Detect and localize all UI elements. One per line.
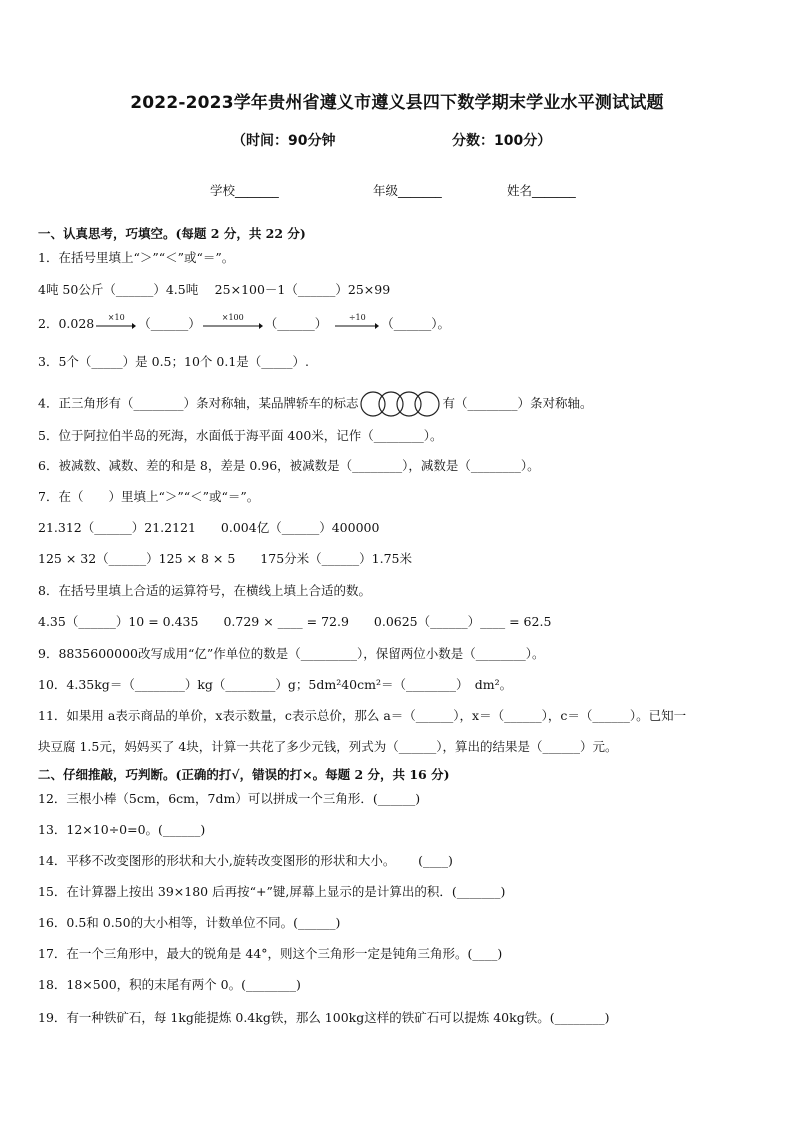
q2-blank-2: （______） bbox=[264, 316, 328, 331]
arrow-label: ×100 bbox=[221, 312, 244, 322]
question-18: 18．18×500，积的末尾有两个 0。(________) bbox=[38, 977, 301, 992]
grade-field: 年级_______ bbox=[373, 183, 442, 198]
question-8: 8．在括号里填上合适的运算符号，在横线上填上合适的数。 bbox=[38, 583, 371, 598]
question-1-row: 4吨 50公斤（______）4.5吨 25×100－1（______）25×99 bbox=[38, 282, 391, 297]
question-12: 12．三根小棒（5cm，6cm，7dm）可以拼成一个三角形．(______) bbox=[38, 791, 421, 806]
question-14: 14．平移不改变图形的形状和大小,旋转改变图形的形状和大小。 (____) bbox=[38, 853, 453, 868]
school-field: 学校_______ bbox=[210, 183, 279, 198]
question-1: 1．在括号里填上“＞”“＜”或“＝”。 bbox=[38, 250, 235, 265]
question-15: 15．在计算器上按出 39×180 后再按“+”键,屏幕上显示的是计算出的积．(_______) bbox=[38, 884, 506, 899]
exam-score: 分数：100分） bbox=[452, 133, 552, 149]
question-11-line-1: 11．如果用 a表示商品的单价，x表示数量，c表示总价，那么 a＝（______），x＝（______），c＝（______）。已知一 bbox=[38, 708, 687, 723]
question-13: 13．12×10÷0=0。(______) bbox=[38, 822, 206, 837]
name-field: 姓名_______ bbox=[507, 183, 576, 198]
arrow-label: ×10 bbox=[107, 312, 125, 322]
question-4 bbox=[38, 390, 592, 418]
question-3: 3．5个（_____）是 0.5；10个 0.1是（_____）. bbox=[38, 354, 309, 369]
question-17: 17．在一个三角形中，最大的锐角是 44°，则这个三角形一定是钝角三角形。(____) bbox=[38, 946, 503, 961]
question-8-row: 4.35（______）10 = 0.435 0.729 × ____ = 72.9 0.0625（______）____ = 62.5 bbox=[38, 614, 552, 629]
question-11-line-2: 块豆腐 1.5元，妈妈买了 4块，计算一共花了多少元钱，列式为（______），算出的结果是（______）元。 bbox=[38, 739, 618, 754]
question-9: 9．8835600000改写成用“亿”作单位的数是（_________），保留两位小数是（________）。 bbox=[38, 646, 545, 661]
page-title: 2022-2023学年贵州省遵义市遵义县四下数学期末学业水平测试试题 bbox=[130, 93, 664, 113]
question-7-row-1: 21.312（______）21.2121 0.004亿（______）400000 bbox=[38, 520, 380, 535]
q2-blank-1: （______） bbox=[138, 316, 201, 331]
q2-blank-3: （______）。 bbox=[381, 316, 451, 331]
arrow-times-10 bbox=[96, 312, 136, 332]
q2-start: 2．0.028 bbox=[38, 316, 95, 331]
question-19: 19．有一种铁矿石，每 1kg能提炼 0.4kg铁，那么 100kg这样的铁矿石可以提炼 40kg铁。(________) bbox=[38, 1010, 610, 1025]
four-rings-logo-icon bbox=[359, 390, 441, 418]
q4-after: 有（________）条对称轴。 bbox=[442, 395, 593, 411]
section-heading-judge: 二、仔细推敲，巧判断。(正确的打√，错误的打×。每题 2 分，共 16 分) bbox=[38, 767, 450, 782]
question-10: 10．4.35kg＝（________）kg（________）g；5dm²40cm²＝（________） dm²。 bbox=[38, 677, 513, 692]
question-5: 5．位于阿拉伯半岛的死海，水面低于海平面 400米，记作（________）。 bbox=[38, 428, 443, 443]
arrow-times-100 bbox=[203, 312, 263, 332]
question-6: 6．被减数、减数、差的和是 8，差是 0.96，被减数是（________），减数是（________）。 bbox=[38, 458, 540, 473]
q4-before: 4．正三角形有（________）条对称轴，某品牌轿车的标志 bbox=[38, 395, 359, 411]
exam-time: （时间：90分钟 bbox=[232, 133, 336, 149]
arrow-label: ÷10 bbox=[348, 312, 366, 322]
section-heading-fill-blank: 一、认真思考，巧填空。(每题 2 分，共 22 分) bbox=[38, 226, 306, 241]
question-7: 7．在（ ）里填上“＞”“＜”或“＝”。 bbox=[38, 489, 260, 504]
question-16: 16．0.5和 0.50的大小相等，计数单位不同。(______) bbox=[38, 915, 341, 930]
question-2 bbox=[38, 312, 451, 332]
arrow-divide-10 bbox=[335, 312, 379, 332]
question-7-row-2: 125 × 32（______）125 × 8 × 5 175分米（______）1.75米 bbox=[38, 551, 412, 566]
